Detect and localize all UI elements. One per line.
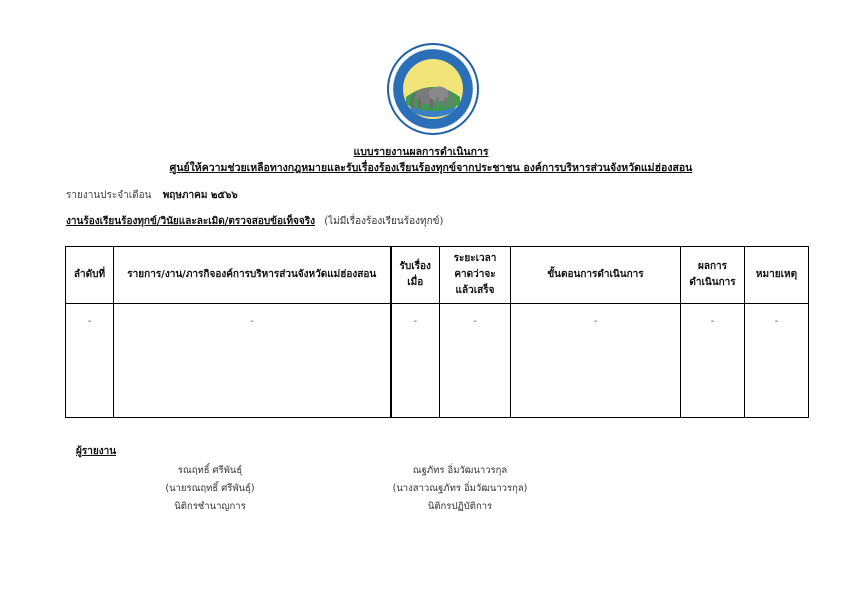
elephant-seal-icon [386, 42, 480, 136]
cell-result: - [681, 304, 745, 418]
report-table [65, 246, 809, 418]
header-result-line1: ผลการ [697, 261, 728, 272]
signer1-name: (นายรณฤทธิ์ ศรีพันธุ์) [165, 483, 255, 494]
reporter-label: ผู้รายงาน [76, 446, 117, 457]
report-title: แบบรายงานผลการดำเนินการ [353, 146, 489, 158]
table-row [66, 304, 809, 418]
report-subtitle: ศูนย์ให้ความช่วยเหลือทางกฎหมายและรับเรื่องร้องเรียนร้องทุกข์จากประชาชน องค์การบริหารส่วนจังหวัดแม่ฮ่องสอน [169, 162, 693, 174]
header-received-line2: เมื่อ [407, 277, 424, 288]
header-received [391, 247, 440, 304]
signature-block-1 [140, 462, 280, 516]
cell-duration: - [440, 304, 511, 418]
header-result-line2: ดำเนินการ [689, 277, 736, 288]
header-steps: ขั้นตอนการดำเนินการ [511, 247, 681, 304]
month-value: พฤษภาคม ๒๕๖๖ [162, 190, 238, 201]
header-duration-line3: แล้วเสร็จ [455, 285, 495, 296]
header-duration-line1: ระยะเวลา [453, 253, 497, 264]
header-duration-line2: คาดว่าจะ [454, 269, 496, 280]
signer1-position: นิติกรชำนาญการ [174, 501, 246, 512]
header-no: ลำดับที่ [66, 247, 114, 304]
agency-seal-logo [386, 42, 480, 136]
signer2-signature: ณฐภัทร อิ่มวัฒนาวรกุล [412, 465, 508, 476]
signer2-name: (นางสาวณฐภัทร อิ่มวัฒนาวรกุล) [392, 483, 528, 494]
table-header-row [66, 247, 809, 304]
cell-no: - [66, 304, 114, 418]
signer2-position: นิติกรปฏิบัติการ [427, 501, 493, 512]
header-received-line1: รับเรื่อง [399, 261, 431, 272]
header-duration [440, 247, 511, 304]
report-month-line [66, 188, 238, 203]
month-label: รายงานประจำเดือน [66, 190, 152, 201]
cell-steps: - [511, 304, 681, 418]
section-heading [66, 214, 443, 229]
cell-remark: - [745, 304, 809, 418]
cell-received: - [391, 304, 440, 418]
signer1-signature: รณฤทธิ์ ศรีพันธุ์ [177, 465, 243, 476]
header-result [681, 247, 745, 304]
header-remark: หมายเหตุ [745, 247, 809, 304]
cell-item: - [114, 304, 391, 418]
signature-block-2 [380, 462, 540, 516]
section-note: (ไม่มีเรื่องร้องเรียนร้องทุกข์) [324, 216, 444, 227]
header-item: รายการ/งาน/ภารกิจองค์การบริหารส่วนจังหวัดแม่ฮ่องสอน [114, 247, 391, 304]
section-title: งานร้องเรียนร้องทุกข์/วินัยและละเมิด/ตรวจสอบข้อเท็จจริง [66, 216, 316, 227]
